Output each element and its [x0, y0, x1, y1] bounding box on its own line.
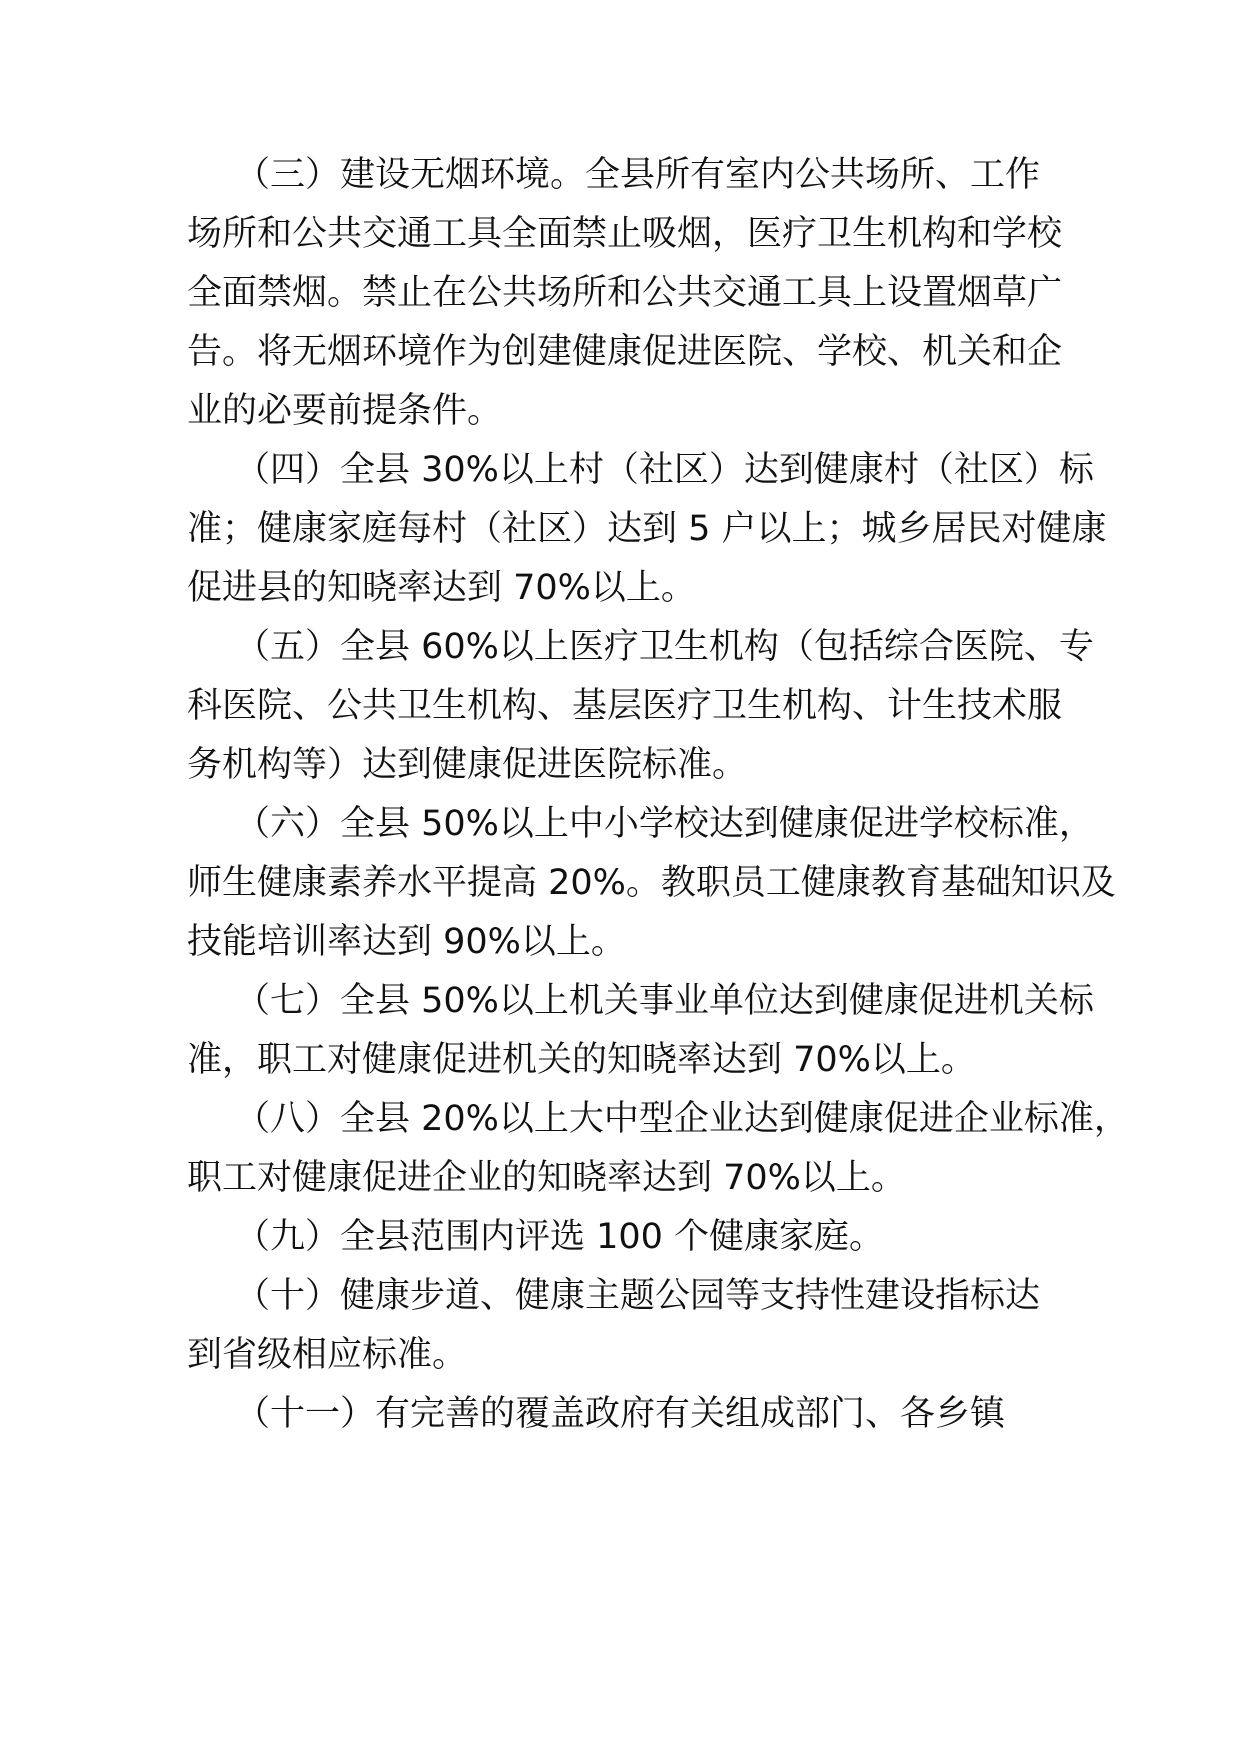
- text-line: （四）全县 30%以上村（社区）达到健康村（社区）标: [235, 450, 1094, 490]
- text-line: 到省级相应标准。: [187, 1335, 468, 1375]
- text-line: 技能培训率达到 90%以上。: [187, 922, 626, 962]
- text-line: （八）全县 20%以上大中型企业达到健康促进企业标准，: [235, 1099, 1129, 1139]
- text-line: （九）全县范围内评选 100 个健康家庭。: [235, 1217, 885, 1257]
- text-line: 全面禁烟。禁止在公共场所和公共交通工具上设置烟草广: [187, 273, 1063, 313]
- text-line: 促进县的知晓率达到 70%以上。: [187, 568, 696, 608]
- text-line: （三）建设无烟环境。全县所有室内公共场所、工作: [235, 155, 1041, 195]
- text-line: （六）全县 50%以上中小学校达到健康促进学校标准，: [235, 804, 1094, 844]
- text-line: （七）全县 50%以上机关事业单位达到健康促进机关标: [235, 981, 1094, 1021]
- text-line: 科医院、公共卫生机构、基层医疗卫生机构、计生技术服: [187, 686, 1063, 726]
- text-line: （十一）有完善的覆盖政府有关组成部门、各乡镇: [235, 1394, 1006, 1434]
- text-line: 场所和公共交通工具全面禁止吸烟，医疗卫生机构和学校: [187, 214, 1063, 254]
- text-line: 准；健康家庭每村（社区）达到 5 户以上；城乡居民对健康: [187, 509, 1107, 549]
- text-line: （十）健康步道、健康主题公园等支持性建设指标达: [235, 1276, 1041, 1316]
- text-line: 务机构等）达到健康促进医院标准。: [187, 745, 748, 785]
- text-line: 职工对健康促进企业的知晓率达到 70%以上。: [187, 1158, 906, 1198]
- text-line: （五）全县 60%以上医疗卫生机构（包括综合医院、专: [235, 627, 1094, 667]
- text-line: 师生健康素养水平提高 20%。教职员工健康教育基础知识及: [187, 863, 1116, 903]
- text-line: 告。将无烟环境作为创建健康促进医院、学校、机关和企: [187, 332, 1063, 372]
- text-line: 业的必要前提条件。: [187, 391, 503, 431]
- text-line: 准，职工对健康促进机关的知晓率达到 70%以上。: [187, 1040, 976, 1080]
